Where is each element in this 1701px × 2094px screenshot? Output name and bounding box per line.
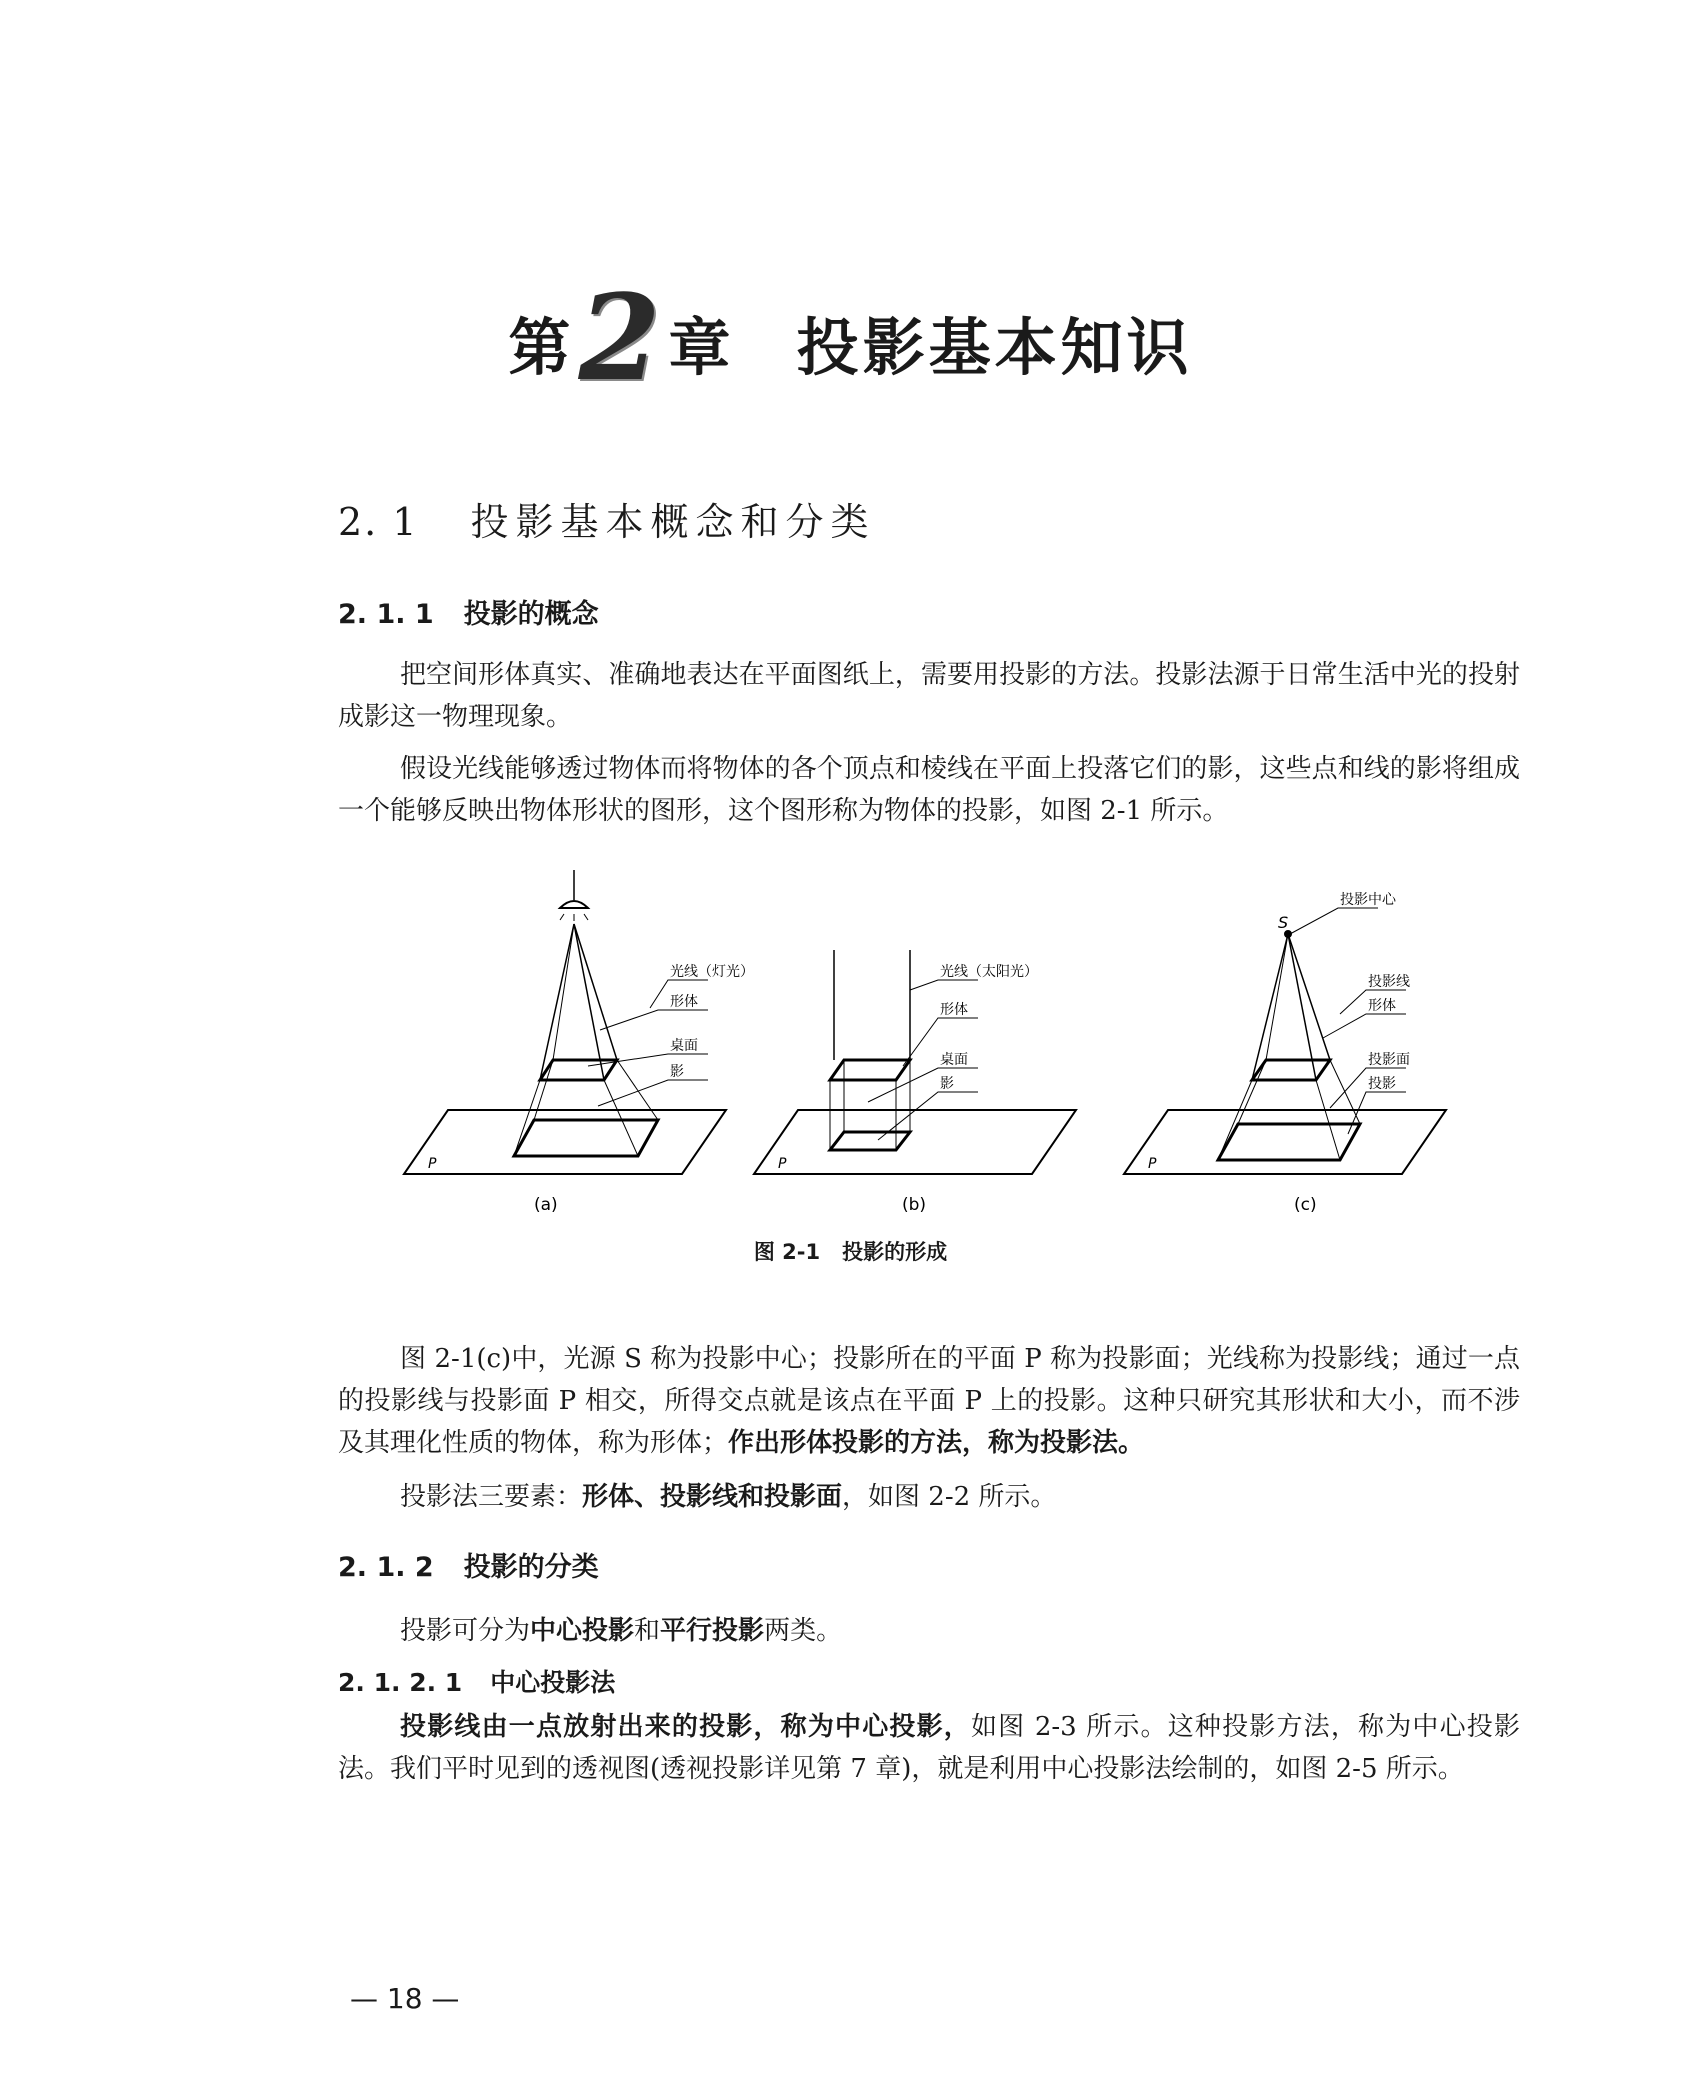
plane-label-a: P (428, 1156, 437, 1172)
paragraph-4-post: ，如图 2-2 所示。 (842, 1482, 1057, 1512)
paragraph-5-mid: 和 (634, 1616, 661, 1646)
subsection-title: 投影的分类 (463, 1552, 599, 1583)
paragraph-5-post: 两类。 (764, 1616, 843, 1646)
subsection-2-1-2-1-heading (338, 1663, 615, 1699)
paragraph-5-pre: 投影可分为 (400, 1616, 531, 1646)
callout-c-object: 形体 (1368, 998, 1396, 1014)
plane-label-b: P (778, 1156, 787, 1172)
subsection-title: 投影的概念 (463, 599, 599, 630)
subsection-number: 2. 1. 1 (338, 599, 434, 630)
subsection-2-1-1-heading (338, 592, 599, 631)
figure-label-a: (a) (534, 1195, 558, 1215)
figure-caption-title: 投影的形成 (842, 1240, 948, 1264)
shadow-b (830, 1132, 910, 1150)
paragraph-6 (338, 1706, 1520, 1790)
paragraph-3-text: 图 2-1(c)中，光源 S 称为投影中心；投影所在的平面 P 称为投影面；光线称为投影线；通过一点的投影线与投影面 P 相交，所得交点就是该点在平面 P 上的投影。这种只研究其形状和大小，而不涉及其理化性质的物体，称为形体； (338, 1344, 1520, 1458)
callout-a-ray: 光线（灯光） (670, 964, 754, 980)
chapter-suffix: 章 (668, 311, 735, 384)
callout-b-ray: 光线（太阳光） (940, 964, 1038, 980)
callout-a-table: 桌面 (670, 1038, 698, 1054)
callout-a-shadow: 影 (670, 1064, 684, 1080)
figure-2-1 (338, 870, 1520, 1220)
object-b (830, 1060, 910, 1080)
paragraph-2: 假设光线能够透过物体而将物体的各个顶点和棱线在平面上投落它们的影，这些点和线的影将组成一个能够反映出物体形状的图形，这个图形称为物体的投影，如图 2-1 所示。 (338, 754, 1520, 826)
plane-c (1124, 1110, 1446, 1174)
chapter-title: 投影基本知识 (796, 311, 1193, 384)
chapter-prefix: 第 (508, 311, 575, 384)
callout-c-center: 投影中心 (1340, 892, 1396, 908)
paragraph-5 (338, 1610, 1520, 1652)
callout-b-shadow: 影 (940, 1076, 954, 1092)
figure-label-b: (b) (902, 1195, 927, 1215)
paragraph-5-bold-2: 平行投影 (660, 1616, 765, 1646)
shadow-a (514, 1120, 658, 1156)
figure-caption-number: 图 2-1 (753, 1240, 821, 1264)
paragraph-4-bold: 形体、投影线和投影面 (582, 1482, 843, 1512)
figure-caption (0, 1236, 1701, 1266)
paragraph-5-bold-1: 中心投影 (530, 1616, 635, 1646)
plane-label-c: P (1148, 1156, 1157, 1172)
paragraph-6-text: 如图 2-3 所示。这种投影方法，称为中心投影法。我们平时见到的透视图(透视投影详见第 7 章)，就是利用中心投影法绘制的，如图 2-5 所示。 (338, 1712, 1520, 1784)
paragraph-6-bold: 投影线由一点放射出来的投影，称为中心投影， (400, 1712, 971, 1742)
chapter-heading (0, 258, 1701, 407)
paragraph-4-pre: 投影法三要素： (400, 1482, 583, 1512)
plane-b (754, 1110, 1076, 1174)
callout-b-object: 形体 (940, 1002, 968, 1018)
object-c (1252, 1060, 1330, 1080)
section-number: 2. 1 (338, 500, 419, 544)
callout-c-plane: 投影面 (1368, 1052, 1410, 1068)
section-title: 投影基本概念和分类 (470, 500, 876, 544)
figure-label-c: (c) (1294, 1195, 1317, 1215)
paragraph-1: 把空间形体真实、准确地表达在平面图纸上，需要用投影的方法。投影法源于日常生活中光的投射成影这一物理现象。 (338, 660, 1520, 732)
subsection-number: 2. 1. 2. 1 (338, 1668, 463, 1697)
page-number: — 18 — (350, 1982, 460, 2015)
subsection-title: 中心投影法 (490, 1668, 616, 1697)
paragraph-3-bold: 作出形体投影的方法，称为投影法。 (728, 1428, 1145, 1458)
subsection-2-1-2-heading (338, 1545, 599, 1584)
callout-c-projection: 投影 (1368, 1076, 1396, 1092)
point-label-s: S (1278, 913, 1289, 932)
chapter-number: 2 (578, 268, 665, 407)
callout-c-line: 投影线 (1368, 974, 1410, 990)
callout-a-object: 形体 (670, 994, 698, 1010)
paragraph-4 (338, 1476, 1520, 1518)
subsection-number: 2. 1. 2 (338, 1552, 434, 1583)
paragraph-3 (338, 1338, 1520, 1464)
lamp-icon (560, 901, 588, 908)
section-heading (338, 491, 876, 546)
callout-b-table: 桌面 (940, 1052, 968, 1068)
